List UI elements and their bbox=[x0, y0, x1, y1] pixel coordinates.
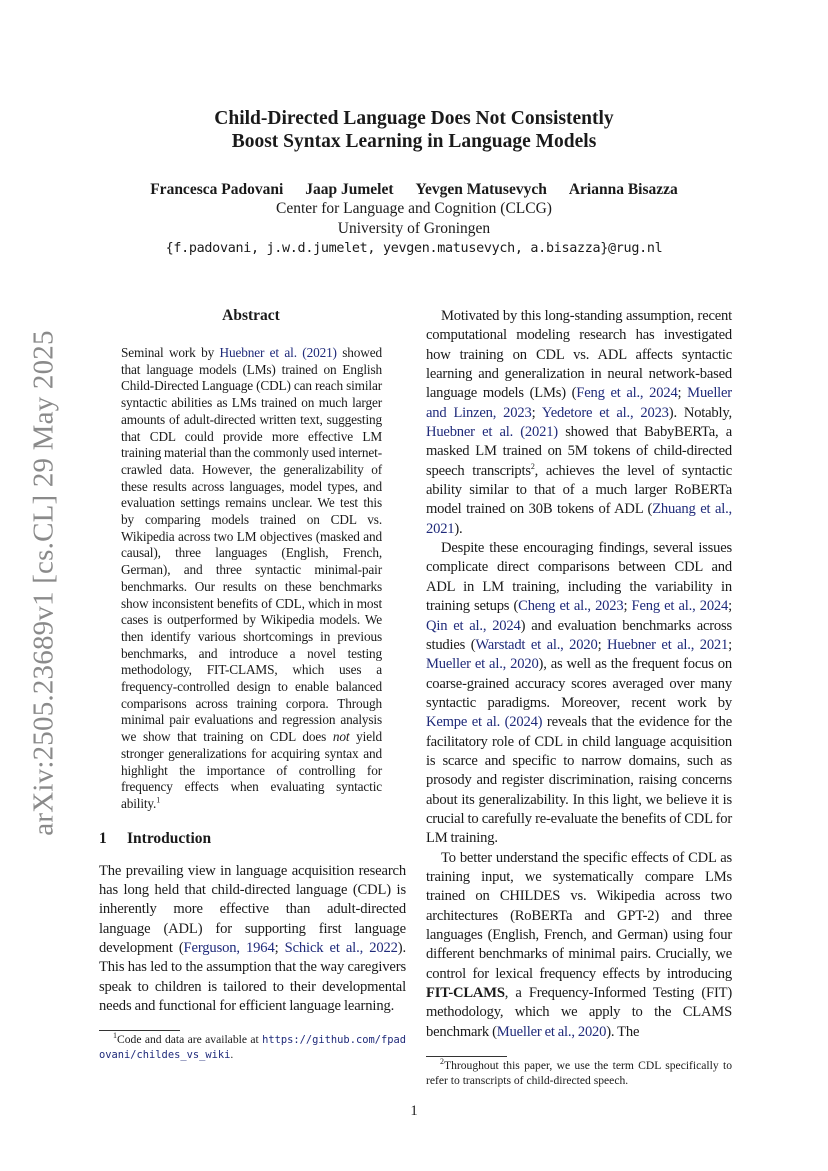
emphasis: not bbox=[332, 729, 350, 745]
text: Motivated by this long-standing assumption, recent computational modeling research has investigated how training on CDL vs. ADL affects syntactic learning and generalization in neural network-based language models (LMs) ( bbox=[426, 308, 732, 402]
footnote-marker[interactable]: 2 bbox=[530, 461, 535, 471]
text: The prevailing view in language acquisition research has long held that child-directed language (CDL) is inherently more effective than adult-directed language (ADL) for supporting first language development ( bbox=[99, 862, 406, 957]
author: Jaap Jumelet bbox=[305, 181, 394, 198]
text: ; bbox=[274, 940, 285, 957]
abstract-heading: Abstract bbox=[222, 307, 280, 324]
citation-link[interactable]: Huebner et al. (2021) bbox=[219, 345, 337, 360]
text: Despite these encouraging findings, several issues complicate direct comparisons between CDL and ADL in LM training, including the variability in training setups ( bbox=[426, 540, 732, 615]
arxiv-stamp: arXiv:2505.23689v1 [cs.CL] 29 May 2025 bbox=[27, 330, 60, 836]
citation-link[interactable]: Cheng et al., 2023 bbox=[518, 598, 624, 615]
citation-link[interactable]: Yedetore et al., 2023 bbox=[541, 404, 669, 421]
text: ). Notably, bbox=[668, 404, 732, 421]
paragraph bbox=[426, 849, 732, 1042]
title-line-1: Child-Directed Language Does Not Consistently bbox=[214, 108, 614, 129]
bold-term: FIT-CLAMS bbox=[426, 985, 505, 1002]
text: Code and data are available at bbox=[117, 1033, 263, 1047]
paper-title bbox=[0, 107, 828, 153]
citation-link[interactable]: Schick et al., 2022 bbox=[284, 940, 398, 957]
footnote-number: 2 bbox=[440, 1057, 444, 1067]
text: ). The bbox=[606, 1023, 640, 1040]
footnote-2 bbox=[426, 1059, 732, 1088]
text: , a Frequency-Informed Testing (FIT) methodology, which we apply to the CLAMS benchmark ( bbox=[426, 985, 732, 1040]
text: Seminal work by bbox=[121, 345, 220, 360]
section-title: Introduction bbox=[127, 829, 212, 847]
citation-link[interactable]: Mueller et al., 2020 bbox=[426, 656, 539, 673]
code-url-link[interactable]: https://github.com/fpadovani/childes_vs_wiki bbox=[99, 1034, 406, 1061]
citation-link[interactable]: Kempe et al. (2024) bbox=[426, 714, 543, 731]
paragraph: Motivated by this long-standing assumption, recent computational modeling research has investigated how training on CDL vs. ADL affects syntactic learning and generalization in neural network-based language models (LMs) (Feng et al., 2024; Mueller and Linzen, 2023; Yedetore et al., 2023). Notably, Huebner et al. (2021) showed that BabyBERTa, a masked LM trained on 5M tokens of child-directed speech transcripts$^2$, achieves the level of syntactic ability similar to that of a much larger RoBERTa model trained on 30B tokens of ADL (Zhuang et al., 2021). bbox=[426, 308, 732, 537]
abstract-body bbox=[121, 345, 382, 813]
author: Arianna Bisazza bbox=[568, 181, 678, 198]
footnote-1 bbox=[99, 1033, 406, 1062]
citation-link[interactable]: Huebner et al. (2021) bbox=[426, 424, 558, 441]
citation-link[interactable]: Feng et al., 2024 bbox=[631, 598, 729, 615]
title-line-2: Boost Syntax Learning in Language Models bbox=[231, 131, 597, 152]
footnote-marker[interactable]: 1 bbox=[156, 795, 161, 805]
citation-link[interactable]: Qin et al., 2024 bbox=[426, 617, 521, 634]
text: , achieves the level of syntactic ability similar to that of a much larger RoBERTa model trained on 30B tokens of ADL ( bbox=[426, 462, 732, 518]
author-list bbox=[0, 180, 828, 199]
text: ) and evaluation benchmarks across studies ( bbox=[426, 617, 732, 653]
text: ). This has led to the assumption that the way caregivers speak to children is tailored to their developmental needs and functional for efficient language learning. bbox=[99, 940, 406, 1015]
footnote-area bbox=[99, 1030, 406, 1062]
text: To better understand the specific effects of CDL as training input, we systematically compare LMs trained on CHILDES vs. Wikipedia across two architectures (RoBERTa and GPT-2) and three languages (English, French, and German) using four different benchmarks of minimal pairs. Crucially, we control for lexical frequency effects by introducing bbox=[426, 849, 732, 982]
text: reveals that the evidence for the facilitatory role of CDL in child language acquisition is scarce and specific to narrow domains, such as prosody and register discrimination, raising concerns about its generalizability. In this light, we believe it is crucial to carefully re-evaluate the benefits of CDL for LM training. bbox=[426, 714, 732, 847]
citation-link[interactable]: Mueller and Linzen, 2023 bbox=[426, 385, 732, 421]
citation-link[interactable]: Warstadt et al., 2020 bbox=[475, 636, 598, 653]
citation-link[interactable]: Feng et al., 2024 bbox=[576, 385, 678, 402]
paper-header bbox=[0, 107, 828, 258]
affiliation-center: Center for Language and Cognition (CLCG) bbox=[276, 200, 552, 217]
text: . bbox=[230, 1047, 234, 1061]
text: ). bbox=[454, 520, 463, 537]
intro-paragraph bbox=[99, 862, 406, 1017]
left-column bbox=[99, 306, 406, 1062]
footnote-number: 1 bbox=[113, 1031, 117, 1041]
author: Francesca Padovani bbox=[150, 181, 284, 198]
affiliation-university: University of Groningen bbox=[337, 220, 491, 237]
text: yield stronger generalizations for acquiring syntax and highlight the importance of controlling for frequency effects when evaluating syntactic ability. bbox=[121, 729, 382, 811]
citation-link[interactable]: Ferguson, 1964 bbox=[183, 940, 275, 957]
right-column bbox=[426, 307, 732, 1088]
section-heading-introduction bbox=[99, 829, 406, 848]
footnote-rule bbox=[99, 1030, 180, 1031]
citation-link[interactable]: Zhuang et al., 2021 bbox=[426, 501, 732, 537]
section-number: 1 bbox=[99, 829, 107, 847]
citation-link[interactable]: Huebner et al., 2021 bbox=[607, 636, 729, 653]
author-emails: {f.padovani, j.w.d.jumelet, yevgen.matusevych, a.bisazza}@rug.nl bbox=[165, 241, 663, 256]
text: showed that language models (LMs) trained on English Child-Directed Language (CDL) can reach similar syntactic abilities as LMs trained on much larger amounts of adult-directed written text, suggesting that CDL could provide more effective LM training material than the commonly used internet-crawled data. However, the generalizability of these results across languages, model types, and evaluation settings remains unclear. We test this by comparing models trained on CDL vs. Wikipedia across two LM objectives (masked and causal), three languages (English, French, German), and three syntactic minimal-pair benchmarks. Our results on these benchmarks show inconsistent benefits of CDL, which in most cases is outperformed by Wikipedia models. We then identify various shortcomings in previous benchmarks, and introduce a novel testing methodology, FIT-CLAMS, which uses a frequency-controlled design to enable balanced comparisons across training corpora. Through minimal pair evaluations and regression analysis we show that training on CDL does bbox=[121, 345, 382, 745]
footnote-area bbox=[426, 1056, 732, 1088]
text: Throughout this paper, we use the term CDL specifically to refer to transcripts of child-directed speech. bbox=[426, 1059, 732, 1087]
paragraph: Despite these encouraging findings, several issues complicate direct comparisons between CDL and ADL in LM training, including the variability in training setups (Cheng et al., 2023; Feng et al., 2024; Qin et al., 2024) and evaluation benchmarks across studies (Warstadt et al., 2020; Huebner et al., 2021; Mueller et al., 2020), as well as the frequent focus on coarse-grained accuracy scores averaged over many syntactic paradigms. Moreover, recent work by Kempe et al. (2024) reveals that the evidence for the facilitatory role of CDL in child language acquisition is scarce and specific to narrow domains, such as prosody and register discrimination, raising concerns about its generalizability. In this light, we believe it is crucial to carefully re-evaluate the benefits of CDL for LM training. bbox=[426, 540, 732, 847]
footnote-rule bbox=[426, 1056, 507, 1057]
right-column-body bbox=[426, 307, 732, 1042]
author: Yevgen Matusevych bbox=[415, 181, 547, 198]
text: showed that BabyBERTa, a masked LM trained on 5M tokens of child-directed speech transcripts bbox=[426, 424, 732, 479]
text: ), as well as the frequent focus on coarse-grained accuracy scores averaged over many syntactic paradigms. Moreover, recent work by bbox=[426, 656, 732, 711]
citation-link[interactable]: Mueller et al., 2020 bbox=[496, 1023, 607, 1040]
page-number: 1 bbox=[410, 1103, 418, 1119]
